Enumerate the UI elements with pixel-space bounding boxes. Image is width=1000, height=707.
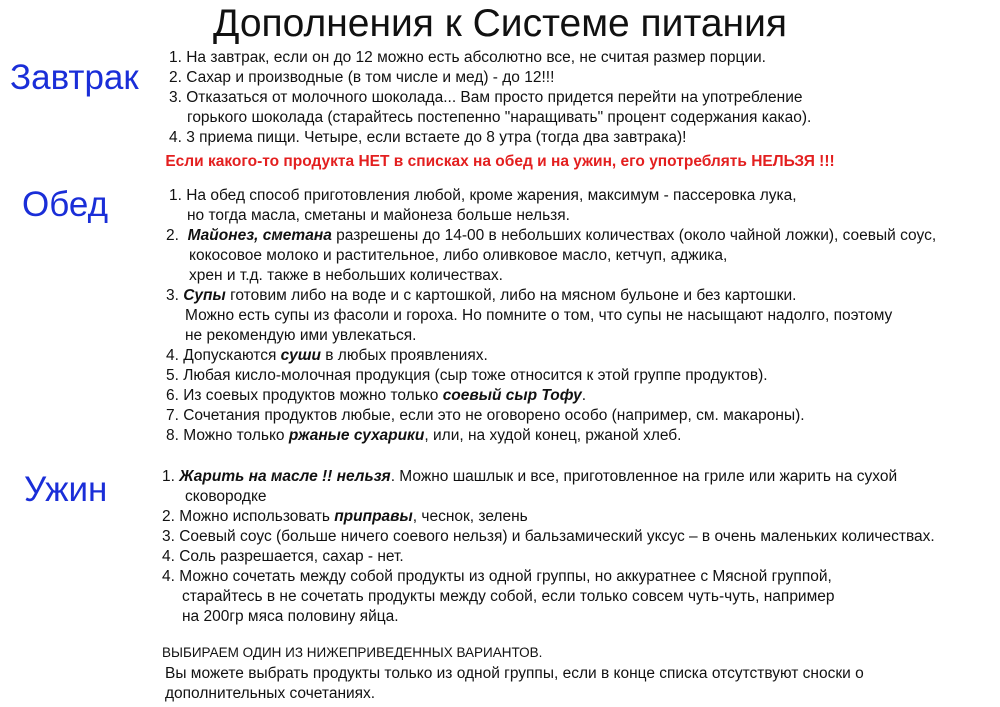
dinner-line-2-text: 2. Можно использовать xyxy=(162,508,335,525)
lunch-line-6-emphasis: соевый сыр Тофу xyxy=(442,387,582,404)
dinner-line-2-emphasis: приправы xyxy=(334,508,413,525)
dinner-line-4: 4. Соль разрешается, сахар - нет. xyxy=(162,548,404,565)
dinner-line-1-text: . Можно шашлык и все, приготовленное на гриле или жарить на сухой xyxy=(390,468,898,485)
lunch-line-6-text-end: . xyxy=(581,387,587,404)
lunch-line-6-text: 6. Из соевых продуктов можно только xyxy=(166,387,443,404)
lunch-line-2-number: 2. xyxy=(166,227,179,244)
breakfast-line-2: 2. Сахар и производные (в том числе и мед) - до 12!!! xyxy=(169,69,555,86)
lunch-line-8-text: 8. Можно только xyxy=(166,427,289,444)
breakfast-line-1: 1. На завтрак, если он до 12 можно есть абсолютно все, не считая размер порции. xyxy=(169,49,766,66)
lunch-line-3-text: готовим либо на воде и с картошкой, либо на мясном бульоне и без картошки. xyxy=(225,287,797,304)
lunch-line-2-cont: кокосовое молоко и растительное, либо оливковое масло, кетчуп, аджика, xyxy=(189,247,728,264)
lunch-line-8-text-end: , или, на худой конец, ржаной хлеб. xyxy=(424,427,682,444)
dinner-line-1-cont: сковородке xyxy=(185,488,267,505)
dinner-line-1-emphasis: Жарить на масле !! нельзя xyxy=(179,468,391,485)
lunch-line-2-cont-2: хрен и т.д. также в небольших количествах. xyxy=(189,267,503,284)
note-line-1: Вы можете выбрать продукты только из одной группы, если в конце списка отсутствуют сноски о xyxy=(165,665,864,682)
lunch-line-3 xyxy=(166,286,796,306)
dinner-line-5: 4. Можно сочетать между собой продукты из одной группы, но аккуратнее с Мясной группой, xyxy=(162,568,832,585)
lunch-line-3-cont-2: не рекомендую ими увлекаться. xyxy=(185,327,417,344)
section-heading-breakfast: Завтрак xyxy=(10,58,139,97)
lunch-line-4-text-end: в любых проявлениях. xyxy=(320,347,488,364)
lunch-line-4 xyxy=(166,346,488,366)
dinner-line-5-cont: старайтесь в не сочетать продукты между собой, если только совсем чуть-чуть, например xyxy=(182,588,835,605)
lunch-line-2 xyxy=(166,226,936,246)
lunch-line-8-emphasis: ржаные сухарики xyxy=(288,427,425,444)
section-heading-lunch: Обед xyxy=(22,185,108,224)
lunch-line-2-emphasis: Майонез, сметана xyxy=(187,227,332,244)
page-title: Дополнения к Системе питания xyxy=(212,2,787,45)
breakfast-line-4: 4. 3 приема пищи. Четыре, если встаете до 8 утра (тогда два завтрака)! xyxy=(169,129,687,146)
dinner-line-1-number: 1. xyxy=(162,468,180,485)
warning-text: Если какого-то продукта НЕТ в списках на обед и на ужин, его употреблять НЕЛЬЗЯ !!! xyxy=(165,153,835,170)
lunch-line-3-number: 3. xyxy=(166,287,184,304)
dinner-line-1 xyxy=(162,467,897,487)
breakfast-line-3: 3. Отказаться от молочного шоколада... Вам просто придется перейти на употребление xyxy=(169,89,803,106)
lunch-line-5: 5. Любая кисло-молочная продукция (сыр тоже относится к этой группе продуктов). xyxy=(166,367,768,384)
dinner-line-5-cont-2: на 200гр мяса половину яйца. xyxy=(182,608,399,625)
lunch-line-3-cont: Можно есть супы из фасоли и гороха. Но помните о том, что супы не насыщают надолго, поэтому xyxy=(185,307,893,324)
dinner-line-2-text-end: , чеснок, зелень xyxy=(412,508,528,525)
section-heading-dinner: Ужин xyxy=(24,470,108,509)
lunch-line-6 xyxy=(166,386,586,406)
dinner-line-3: 3. Соевый соус (больше ничего соевого нельзя) и бальзамический уксус – в очень маленьких количествах. xyxy=(162,528,935,545)
lunch-line-4-text: 4. Допускаются xyxy=(166,347,281,364)
choose-heading: ВЫБИРАЕМ ОДИН ИЗ НИЖЕПРИВЕДЕННЫХ ВАРИАНТОВ. xyxy=(162,645,543,660)
breakfast-line-3-cont: горького шоколада (старайтесь постепенно "наращивать" процент содержания какао). xyxy=(187,109,812,126)
dinner-line-2 xyxy=(162,507,528,527)
lunch-line-2-text: разрешены до 14-00 в небольших количествах (около чайной ложки), соевый соус, xyxy=(331,227,937,244)
lunch-line-4-emphasis: суши xyxy=(280,347,321,364)
lunch-line-3-emphasis: Супы xyxy=(183,287,226,304)
lunch-line-7: 7. Сочетания продуктов любые, если это не оговорено особо (например, см. макароны). xyxy=(166,407,805,424)
lunch-line-1: 1. На обед способ приготовления любой, кроме жарения, максимум - пассеровка лука, xyxy=(169,187,797,204)
note-line-2: дополнительных сочетаниях. xyxy=(165,685,376,702)
lunch-line-8 xyxy=(166,426,682,446)
lunch-line-1-cont: но тогда масла, сметаны и майонеза больше нельзя. xyxy=(187,207,570,224)
